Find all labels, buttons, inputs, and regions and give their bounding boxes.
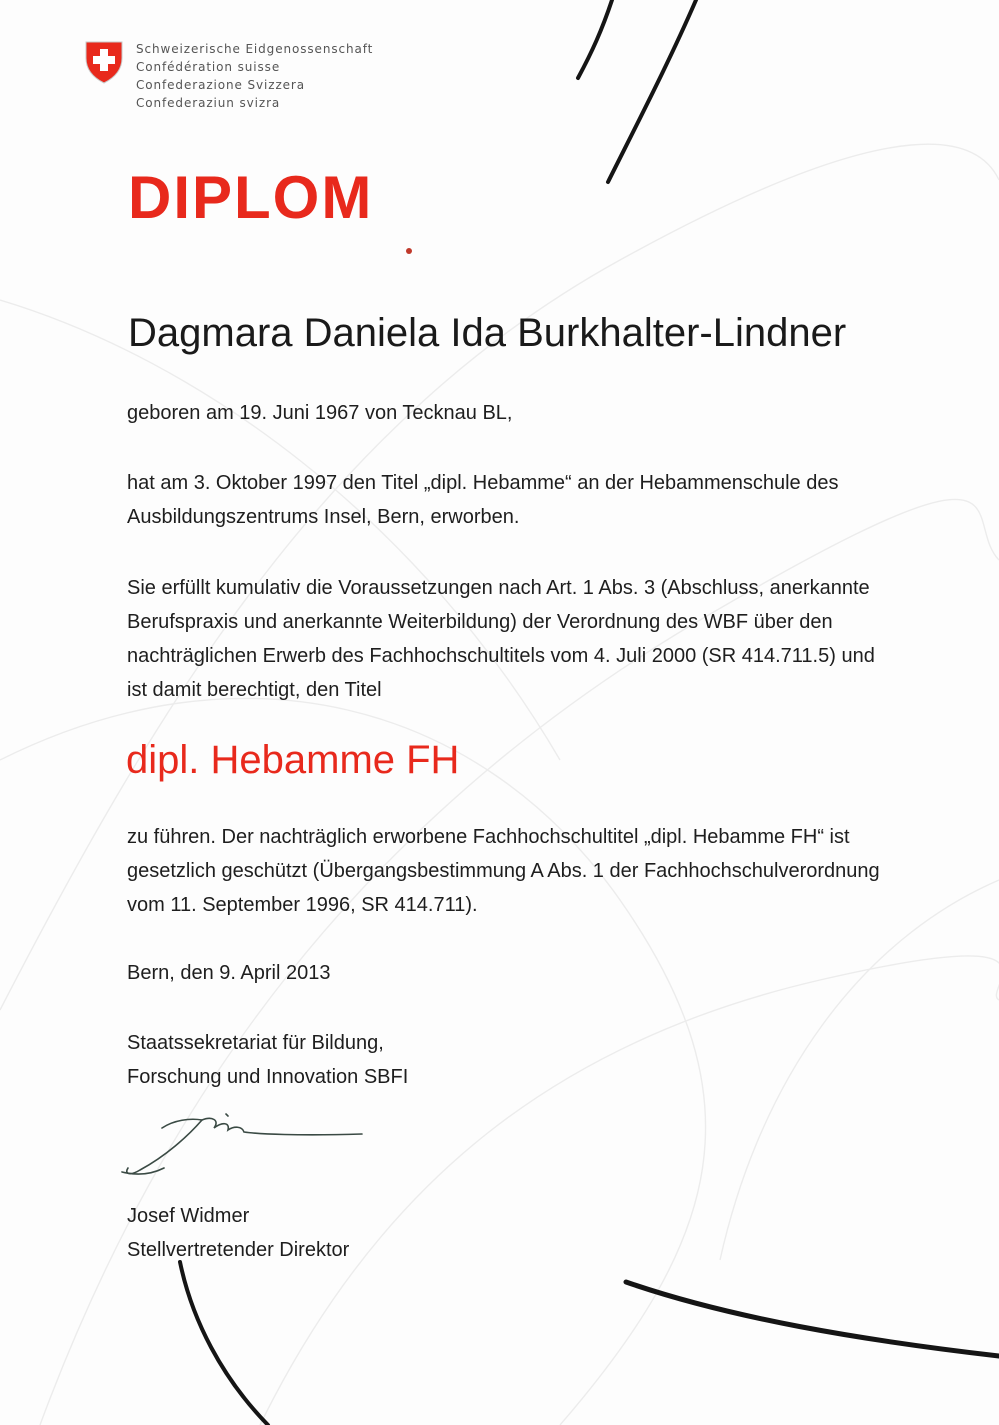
issuer-line: Staatssekretariat für Bildung, [127,1032,384,1054]
degree-title: dipl. Hebamme FH [126,738,460,782]
protection-line: vom 11. September 1996, SR 414.711). [127,894,478,916]
protection-line: zu führen. Der nachträglich erworbene Fachhochschultitel „dipl. Hebamme FH“ ist [127,826,850,848]
award-line: Ausbildungszentrums Insel, Bern, erworben. [127,506,520,528]
award-paragraph [127,466,927,534]
agency-name-block [136,40,373,112]
signatory-role: Stellvertretender Direktor [127,1239,350,1261]
signatory-name: Josef Widmer [127,1205,250,1227]
requirements-line: ist damit berechtigt, den Titel [127,679,382,701]
requirements-line: Berufspraxis und anerkannte Weiterbildung) der Verordnung des WBF über den [127,611,833,633]
award-line: hat am 3. Oktober 1997 den Titel „dipl. Hebamme“ an der Hebammenschule des [127,472,839,494]
document-title: DIPLOM [128,164,374,231]
protection-paragraph [127,820,927,922]
place-date: Bern, den 9. April 2013 [127,962,331,984]
requirements-line: nachträglichen Erwerb des Fachhochschultitels vom 4. Juli 2000 (SR 414.711.5) und [127,645,875,667]
agency-name-it: Confederazione Svizzera [136,78,306,92]
requirements-line: Sie erfüllt kumulativ die Voraussetzungen nach Art. 1 Abs. 3 (Abschluss, anerkannte [127,577,870,599]
ink-dot [406,248,412,254]
agency-name-rm: Confederaziun svizra [136,96,281,110]
issuer-block [127,1026,927,1094]
birth-line: geboren am 19. Juni 1967 von Tecknau BL, [127,402,513,424]
issuer-line: Forschung und Innovation SBFI [127,1066,409,1088]
handwritten-signature [118,1106,368,1186]
protection-line: gesetzlich geschützt (Übergangsbestimmung A Abs. 1 der Fachhochschulverordnung [127,860,880,882]
agency-name-fr: Confédération suisse [136,60,281,74]
swiss-crest-icon [84,40,124,84]
signatory-block [127,1199,927,1267]
holder-name: Dagmara Daniela Ida Burkhalter-Lindner [128,311,847,355]
agency-name-de: Schweizerische Eidgenossenschaft [136,42,374,56]
requirements-paragraph [127,571,927,707]
